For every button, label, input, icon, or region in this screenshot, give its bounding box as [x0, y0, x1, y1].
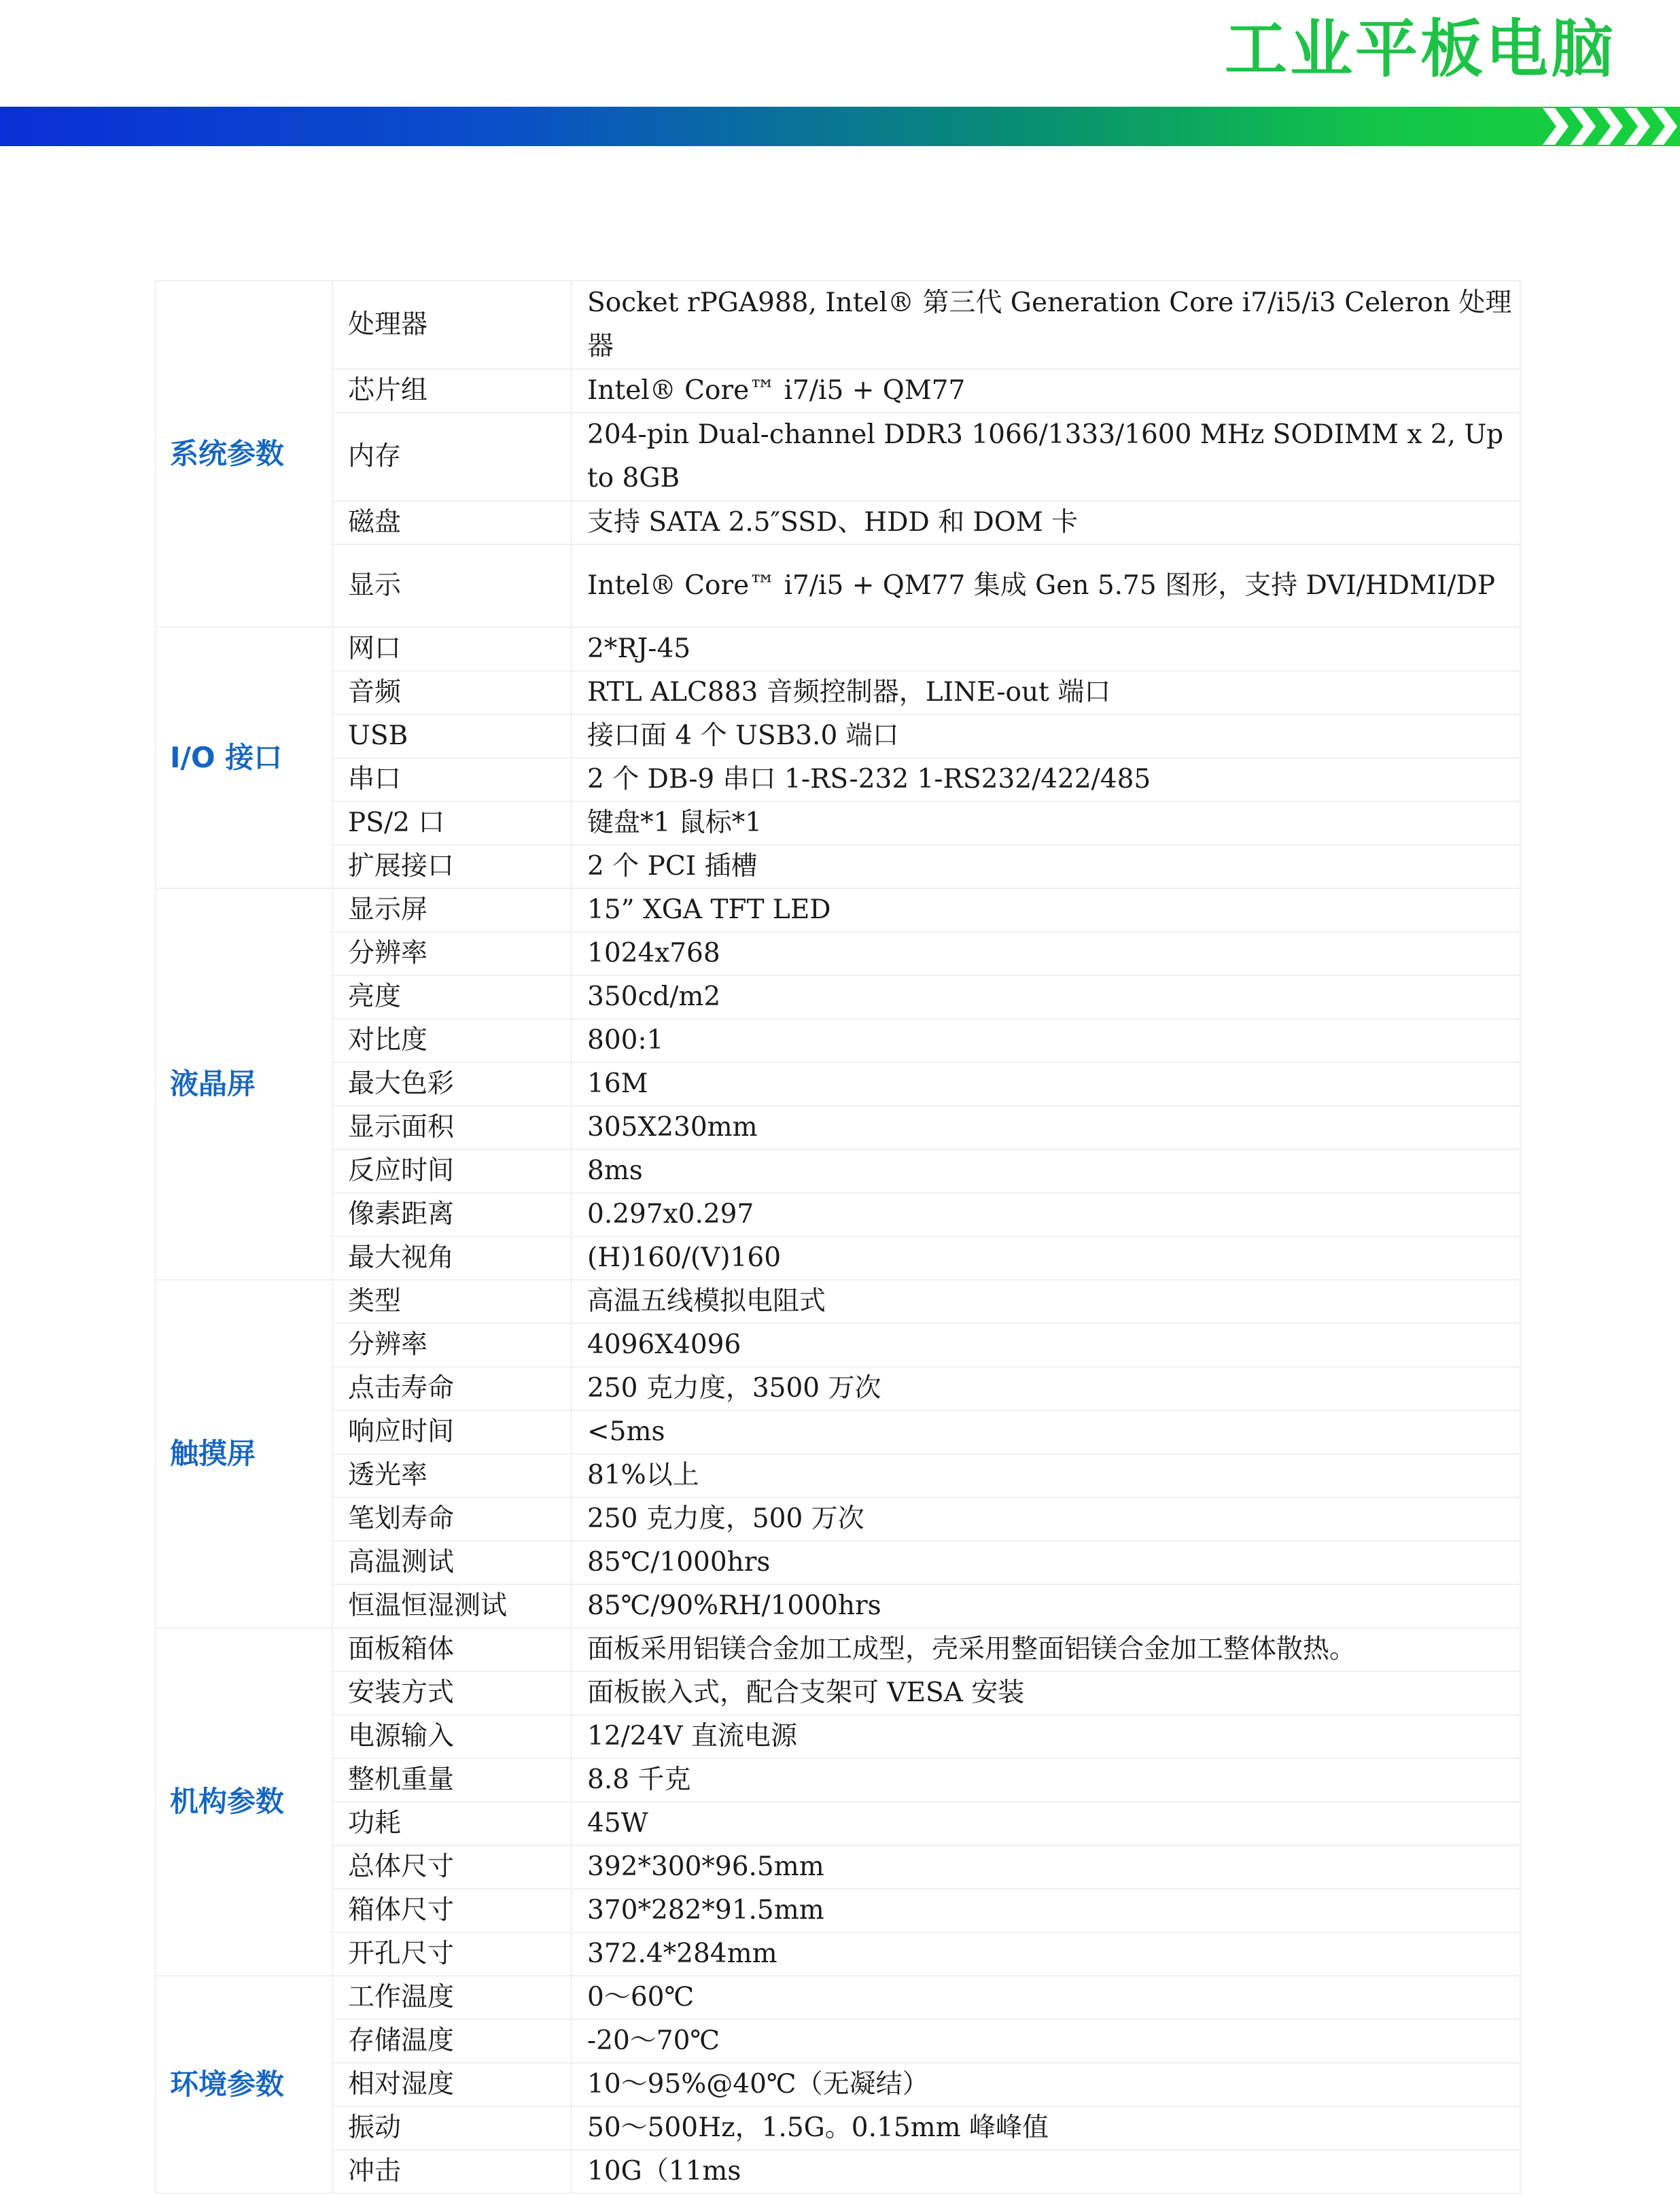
spec-label: 对比度 — [332, 1019, 572, 1062]
spec-value: 8.8 千克 — [572, 1758, 1520, 1802]
spec-label: 反应时间 — [332, 1149, 572, 1193]
spec-value: 4096X4096 — [572, 1323, 1520, 1367]
spec-row — [156, 1976, 1520, 2019]
spec-value: 键盘*1 鼠标*1 — [572, 801, 1520, 845]
spec-row — [156, 1497, 1520, 1541]
spec-value: 392*300*96.5mm — [572, 1845, 1520, 1889]
spec-value: 204-pin Dual-channel DDR3 1066/1333/1600 MHz SODIMM x 2, Up to 8GB — [572, 413, 1520, 501]
spec-row — [156, 932, 1520, 975]
spec-row — [156, 2019, 1520, 2063]
spec-row — [156, 627, 1520, 671]
spec-row — [156, 1280, 1520, 1323]
spec-label: 扩展接口 — [332, 845, 572, 888]
spec-label: 显示屏 — [332, 888, 572, 932]
spec-label: 处理器 — [332, 281, 572, 369]
page-title: 工业平板电脑 — [1224, 13, 1616, 86]
spec-value: 8ms — [572, 1149, 1520, 1193]
spec-row — [156, 1367, 1520, 1410]
spec-row — [156, 1541, 1520, 1584]
spec-row — [156, 1932, 1520, 1976]
spec-row — [156, 1758, 1520, 1802]
spec-label: 冲击 — [332, 2150, 572, 2193]
spec-label: 串口 — [332, 758, 572, 801]
spec-label: 最大视角 — [332, 1236, 572, 1280]
spec-label: 箱体尺寸 — [332, 1889, 572, 1932]
spec-value: <5ms — [572, 1410, 1520, 1454]
spec-label: 芯片组 — [332, 369, 572, 413]
spec-label: 最大色彩 — [332, 1062, 572, 1106]
spec-label: 安装方式 — [332, 1671, 572, 1715]
spec-value: RTL ALC883 音频控制器，LINE-out 端口 — [572, 671, 1520, 714]
spec-label: 点击寿命 — [332, 1367, 572, 1410]
spec-row — [156, 281, 1520, 369]
spec-value: 372.4*284mm — [572, 1932, 1520, 1976]
spec-label: 内存 — [332, 413, 572, 501]
spec-label: 音频 — [332, 671, 572, 714]
spec-label: 高温测试 — [332, 1541, 572, 1584]
spec-value: 2 个 DB-9 串口 1-RS-232 1-RS232/422/485 — [572, 758, 1520, 801]
spec-row — [156, 1062, 1520, 1106]
spec-value: 1024x768 — [572, 932, 1520, 975]
spec-row — [156, 2150, 1520, 2193]
spec-label: 开孔尺寸 — [332, 1932, 572, 1976]
category-label: I/O 接口 — [156, 627, 332, 888]
spec-row — [156, 369, 1520, 413]
spec-label: 恒温恒湿测试 — [332, 1584, 572, 1628]
spec-label: 相对湿度 — [332, 2063, 572, 2106]
spec-value: (H)160/(V)160 — [572, 1236, 1520, 1280]
spec-value: 250 克力度，500 万次 — [572, 1497, 1520, 1541]
spec-row — [156, 714, 1520, 758]
spec-value: Intel® Core™ i7/i5 + QM77 集成 Gen 5.75 图形，支持 DVI/HDMI/DP — [572, 544, 1520, 627]
spec-value: -20～70℃ — [572, 2019, 1520, 2063]
spec-label: 分辨率 — [332, 932, 572, 975]
category-label: 液晶屏 — [156, 888, 332, 1280]
spec-label: 显示 — [332, 544, 572, 627]
spec-value: 81%以上 — [572, 1454, 1520, 1497]
spec-label: 网口 — [332, 627, 572, 671]
spec-row — [156, 2106, 1520, 2150]
spec-table — [155, 280, 1521, 2194]
spec-value: 350cd/m2 — [572, 975, 1520, 1019]
spec-label: 功耗 — [332, 1802, 572, 1845]
spec-label: 响应时间 — [332, 1410, 572, 1454]
spec-value: 85℃/1000hrs — [572, 1541, 1520, 1584]
spec-value: 面板采用铝镁合金加工成型，壳采用整面铝镁合金加工整体散热。 — [572, 1628, 1520, 1671]
spec-value: 50～500Hz，1.5G。0.15mm 峰峰值 — [572, 2106, 1520, 2150]
spec-row — [156, 544, 1520, 627]
spec-row — [156, 1584, 1520, 1628]
category-label: 触摸屏 — [156, 1280, 332, 1628]
spec-row — [156, 801, 1520, 845]
spec-row — [156, 1889, 1520, 1932]
spec-value: Socket rPGA988, Intel® 第三代 Generation Core i7/i5/i3 Celeron 处理器 — [572, 281, 1520, 369]
spec-label: 面板箱体 — [332, 1628, 572, 1671]
spec-row — [156, 1671, 1520, 1715]
spec-label: 磁盘 — [332, 501, 572, 544]
spec-value: 15” XGA TFT LED — [572, 888, 1520, 932]
spec-value: 800:1 — [572, 1019, 1520, 1062]
spec-row — [156, 1236, 1520, 1280]
spec-label: 透光率 — [332, 1454, 572, 1497]
spec-row — [156, 501, 1520, 544]
spec-label: 亮度 — [332, 975, 572, 1019]
spec-row — [156, 1019, 1520, 1062]
spec-value: 接口面 4 个 USB3.0 端口 — [572, 714, 1520, 758]
spec-row — [156, 1845, 1520, 1889]
spec-row — [156, 1454, 1520, 1497]
spec-value: 10G（11ms — [572, 2150, 1520, 2193]
spec-value: 支持 SATA 2.5″SSD、HDD 和 DOM 卡 — [572, 501, 1520, 544]
spec-label: 分辨率 — [332, 1323, 572, 1367]
spec-label: 笔划寿命 — [332, 1497, 572, 1541]
spec-row — [156, 975, 1520, 1019]
category-label: 系统参数 — [156, 281, 332, 627]
spec-row — [156, 1323, 1520, 1367]
spec-value: Intel® Core™ i7/i5 + QM77 — [572, 369, 1520, 413]
spec-row — [156, 1149, 1520, 1193]
spec-label: 存储温度 — [332, 2019, 572, 2063]
category-label: 机构参数 — [156, 1628, 332, 1976]
spec-value: 高温五线模拟电阻式 — [572, 1280, 1520, 1323]
spec-row — [156, 413, 1520, 501]
spec-label: 类型 — [332, 1280, 572, 1323]
spec-row — [156, 1715, 1520, 1758]
spec-label: 振动 — [332, 2106, 572, 2150]
spec-row — [156, 1802, 1520, 1845]
spec-value: 45W — [572, 1802, 1520, 1845]
spec-row — [156, 845, 1520, 888]
spec-label: PS/2 口 — [332, 801, 572, 845]
spec-value: 85℃/90%RH/1000hrs — [572, 1584, 1520, 1628]
spec-value: 面板嵌入式，配合支架可 VESA 安装 — [572, 1671, 1520, 1715]
spec-value: 2 个 PCI 插槽 — [572, 845, 1520, 888]
spec-value: 250 克力度，3500 万次 — [572, 1367, 1520, 1410]
spec-row — [156, 2063, 1520, 2106]
spec-label: 整机重量 — [332, 1758, 572, 1802]
spec-label: USB — [332, 714, 572, 758]
spec-row — [156, 888, 1520, 932]
spec-label: 工作温度 — [332, 1976, 572, 2019]
spec-row — [156, 1193, 1520, 1236]
spec-row — [156, 758, 1520, 801]
spec-label: 像素距离 — [332, 1193, 572, 1236]
spec-row — [156, 1106, 1520, 1149]
spec-value: 10～95%@40℃（无凝结） — [572, 2063, 1520, 2106]
spec-value: 0.297x0.297 — [572, 1193, 1520, 1236]
spec-value: 305X230mm — [572, 1106, 1520, 1149]
spec-label: 电源输入 — [332, 1715, 572, 1758]
spec-label: 总体尺寸 — [332, 1845, 572, 1889]
category-label: 环境参数 — [156, 1976, 332, 2193]
chevron-arrows-icon — [1537, 107, 1680, 146]
spec-row — [156, 1410, 1520, 1454]
spec-value: 16M — [572, 1062, 1520, 1106]
spec-label: 显示面积 — [332, 1106, 572, 1149]
header-band — [0, 107, 1680, 146]
spec-value: 2*RJ-45 — [572, 627, 1520, 671]
spec-value: 12/24V 直流电源 — [572, 1715, 1520, 1758]
spec-value: 370*282*91.5mm — [572, 1889, 1520, 1932]
spec-value: 0～60℃ — [572, 1976, 1520, 2019]
spec-row — [156, 671, 1520, 714]
spec-table-container — [155, 280, 1520, 2194]
spec-row — [156, 1628, 1520, 1671]
